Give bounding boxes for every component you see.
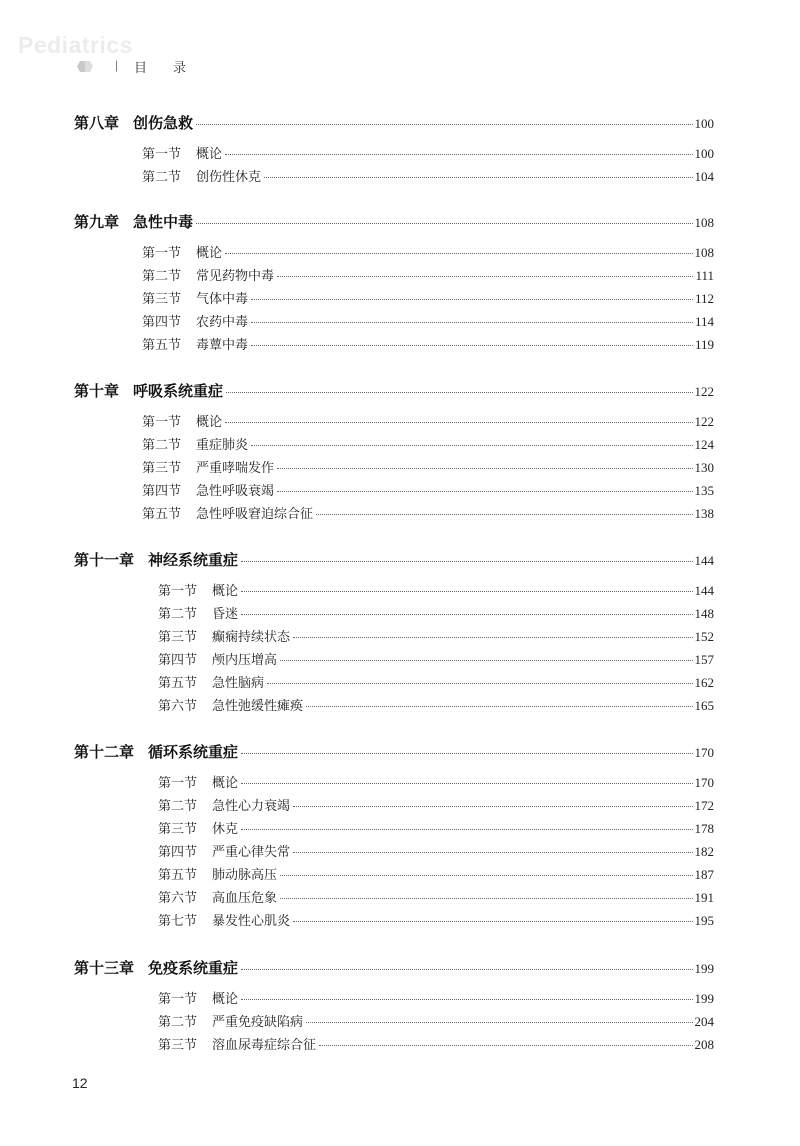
section-entry[interactable]	[142, 334, 714, 353]
section-page-number: 114	[694, 314, 714, 329]
section-page-number: 204	[694, 1014, 714, 1029]
section-title: 毒蕈中毒	[196, 337, 249, 352]
dot-leader	[293, 636, 692, 638]
section-title: 昏迷	[212, 606, 239, 621]
section-label: 第一节	[142, 146, 182, 161]
section-label: 第三节	[158, 821, 198, 836]
dot-leader	[293, 920, 692, 922]
section-label: 第一节	[158, 991, 198, 1006]
section-entry[interactable]	[142, 457, 714, 476]
dot-leader	[280, 897, 692, 899]
section-title: 概论	[196, 245, 223, 260]
section-entry[interactable]	[158, 580, 714, 599]
dot-leader	[241, 828, 692, 830]
section-label: 第一节	[158, 775, 198, 790]
watermark-text: Pediatrics	[18, 32, 133, 58]
section-title: 常见药物中毒	[196, 268, 275, 283]
section-entry[interactable]	[142, 166, 714, 185]
dot-leader	[277, 467, 692, 469]
chapter-page-number: 199	[694, 961, 714, 976]
chapter-entry[interactable]	[74, 380, 714, 401]
section-label: 第二节	[158, 606, 198, 621]
section-entry[interactable]	[158, 795, 714, 814]
chapter-label: 第十章	[74, 382, 120, 400]
chapter-entry[interactable]	[74, 112, 714, 133]
section-page-number: 138	[694, 506, 714, 521]
section-title: 急性呼吸窘迫综合征	[196, 506, 314, 521]
dot-leader	[316, 513, 692, 515]
section-title: 颅内压增高	[212, 652, 278, 667]
section-title: 农药中毒	[196, 314, 249, 329]
section-entry[interactable]	[142, 480, 714, 499]
section-page-number: 165	[694, 698, 714, 713]
section-label: 第一节	[142, 414, 182, 429]
chapter-page-number: 144	[694, 553, 714, 568]
dot-leader	[225, 153, 692, 155]
section-entry[interactable]	[142, 311, 714, 330]
dot-leader	[226, 391, 692, 393]
dot-leader	[306, 1021, 692, 1023]
section-label: 第二节	[142, 169, 182, 184]
section-page-number: 135	[694, 483, 714, 498]
chapter-page-number: 108	[694, 215, 714, 230]
section-page-number: 172	[694, 798, 714, 813]
dot-leader	[280, 659, 692, 661]
section-page-number: 111	[695, 268, 714, 283]
section-page-number: 195	[694, 913, 714, 928]
section-entry[interactable]	[158, 1011, 714, 1030]
section-page-number: 152	[694, 629, 714, 644]
section-title: 气体中毒	[196, 291, 249, 306]
section-title: 严重免疫缺陷病	[212, 1014, 304, 1029]
section-label: 第四节	[142, 483, 182, 498]
section-entry[interactable]	[158, 695, 714, 714]
dot-leader	[319, 1044, 692, 1046]
section-title: 休克	[212, 821, 239, 836]
section-label: 第二节	[158, 798, 198, 813]
section-title: 暴发性心肌炎	[212, 913, 291, 928]
section-title: 癫痫持续状态	[212, 629, 291, 644]
section-title: 创伤性休克	[196, 169, 262, 184]
section-label: 第三节	[158, 629, 198, 644]
section-entry[interactable]	[158, 887, 714, 906]
dot-leader	[241, 968, 692, 970]
section-label: 第五节	[142, 337, 182, 352]
section-entry[interactable]	[158, 603, 714, 622]
section-label: 第五节	[142, 506, 182, 521]
section-entry[interactable]	[142, 503, 714, 522]
section-page-number: 130	[694, 460, 714, 475]
section-title: 严重哮喘发作	[196, 460, 275, 475]
section-title: 急性呼吸衰竭	[196, 483, 275, 498]
dot-leader	[293, 851, 692, 853]
section-title: 急性弛缓性瘫痪	[212, 698, 304, 713]
section-entry[interactable]	[142, 143, 714, 162]
section-title: 严重心律失常	[212, 844, 291, 859]
section-label: 第二节	[142, 437, 182, 452]
dot-leader	[241, 782, 692, 784]
section-page-number: 182	[694, 844, 714, 859]
header-separator: |	[115, 58, 119, 72]
dot-leader	[251, 444, 692, 446]
section-label: 第二节	[158, 1014, 198, 1029]
chapter-title: 循环系统重症	[148, 743, 239, 761]
section-title: 溶血尿毒症综合征	[212, 1037, 317, 1052]
page-number: 12	[72, 1075, 88, 1091]
section-label: 第二节	[142, 268, 182, 283]
section-entry[interactable]	[142, 288, 714, 307]
section-title: 高血压危象	[212, 890, 278, 905]
chapter-title: 呼吸系统重症	[133, 382, 224, 400]
dot-leader	[225, 421, 692, 423]
dot-leader	[241, 998, 692, 1000]
chapter-title: 免疫系统重症	[148, 959, 239, 977]
section-title: 重症肺炎	[196, 437, 249, 452]
section-title: 急性脑病	[212, 675, 265, 690]
section-entry[interactable]	[142, 411, 714, 430]
dot-leader	[280, 874, 692, 876]
section-entry[interactable]	[142, 265, 714, 284]
chapter-label: 第九章	[74, 213, 120, 231]
chapter-label: 第十三章	[74, 959, 135, 977]
section-entry[interactable]	[158, 988, 714, 1007]
section-page-number: 122	[694, 414, 714, 429]
section-entry[interactable]	[158, 649, 714, 668]
section-entry[interactable]	[158, 672, 714, 691]
section-label: 第六节	[158, 698, 198, 713]
dot-leader	[251, 321, 693, 323]
dot-leader	[277, 490, 692, 492]
section-page-number: 119	[694, 337, 714, 352]
section-title: 概论	[196, 414, 223, 429]
section-label: 第五节	[158, 675, 198, 690]
section-entry[interactable]	[158, 772, 714, 791]
dot-leader	[264, 176, 692, 178]
dot-leader	[241, 590, 692, 592]
dot-leader	[251, 344, 693, 346]
dot-leader	[241, 560, 692, 562]
section-label: 第四节	[142, 314, 182, 329]
section-entry[interactable]	[158, 910, 714, 929]
chapter-entry[interactable]	[74, 211, 714, 232]
section-page-number: 157	[694, 652, 714, 667]
section-entry[interactable]	[158, 1034, 714, 1053]
section-page-number: 112	[694, 291, 714, 306]
dot-leader	[306, 705, 692, 707]
section-page-number: 148	[694, 606, 714, 621]
dot-leader	[277, 275, 693, 277]
section-label: 第三节	[158, 1037, 198, 1052]
dot-leader	[225, 252, 692, 254]
section-title: 概论	[212, 775, 239, 790]
dot-leader	[241, 613, 692, 615]
dot-leader	[293, 805, 692, 807]
section-page-number: 170	[694, 775, 714, 790]
chapter-page-number: 122	[694, 384, 714, 399]
chapter-entry[interactable]	[74, 741, 714, 762]
section-page-number: 104	[694, 169, 714, 184]
section-page-number: 100	[694, 146, 714, 161]
chapter-entry[interactable]	[74, 549, 714, 570]
section-label: 第四节	[158, 652, 198, 667]
chapter-title: 急性中毒	[133, 213, 194, 231]
dot-leader	[196, 123, 692, 125]
section-label: 第七节	[158, 913, 198, 928]
section-label: 第六节	[158, 890, 198, 905]
section-title: 概论	[212, 583, 239, 598]
section-page-number: 144	[694, 583, 714, 598]
section-entry[interactable]	[158, 626, 714, 645]
section-entry[interactable]	[142, 434, 714, 453]
section-entry[interactable]	[158, 818, 714, 837]
section-page-number: 187	[694, 867, 714, 882]
section-label: 第五节	[158, 867, 198, 882]
chapter-page-number: 170	[694, 745, 714, 760]
section-page-number: 208	[694, 1037, 714, 1052]
chapter-label: 第十二章	[74, 743, 135, 761]
chapter-label: 第十一章	[74, 551, 135, 569]
section-label: 第一节	[142, 245, 182, 260]
section-title: 急性心力衰竭	[212, 798, 291, 813]
section-page-number: 178	[694, 821, 714, 836]
section-page-number: 191	[694, 890, 714, 905]
chapter-title: 神经系统重症	[148, 551, 239, 569]
section-title: 肺动脉高压	[212, 867, 278, 882]
section-page-number: 199	[694, 991, 714, 1006]
section-entry[interactable]	[158, 864, 714, 883]
chapter-title: 创伤急救	[133, 114, 194, 132]
section-label: 第一节	[158, 583, 198, 598]
section-title: 概论	[212, 991, 239, 1006]
dot-leader	[267, 682, 692, 684]
section-entry[interactable]	[158, 841, 714, 860]
section-label: 第三节	[142, 291, 182, 306]
section-label: 第三节	[142, 460, 182, 475]
header-title: 目录	[134, 61, 213, 76]
section-page-number: 162	[694, 675, 714, 690]
dot-leader	[241, 752, 692, 754]
section-title: 概论	[196, 146, 223, 161]
section-page-number: 124	[694, 437, 714, 452]
dot-leader	[251, 298, 693, 300]
chapter-entry[interactable]	[74, 957, 714, 978]
chapter-page-number: 100	[694, 116, 714, 131]
section-label: 第四节	[158, 844, 198, 859]
dot-leader	[196, 222, 692, 224]
section-page-number: 108	[694, 245, 714, 260]
section-entry[interactable]	[142, 242, 714, 261]
chapter-label: 第八章	[74, 114, 120, 132]
